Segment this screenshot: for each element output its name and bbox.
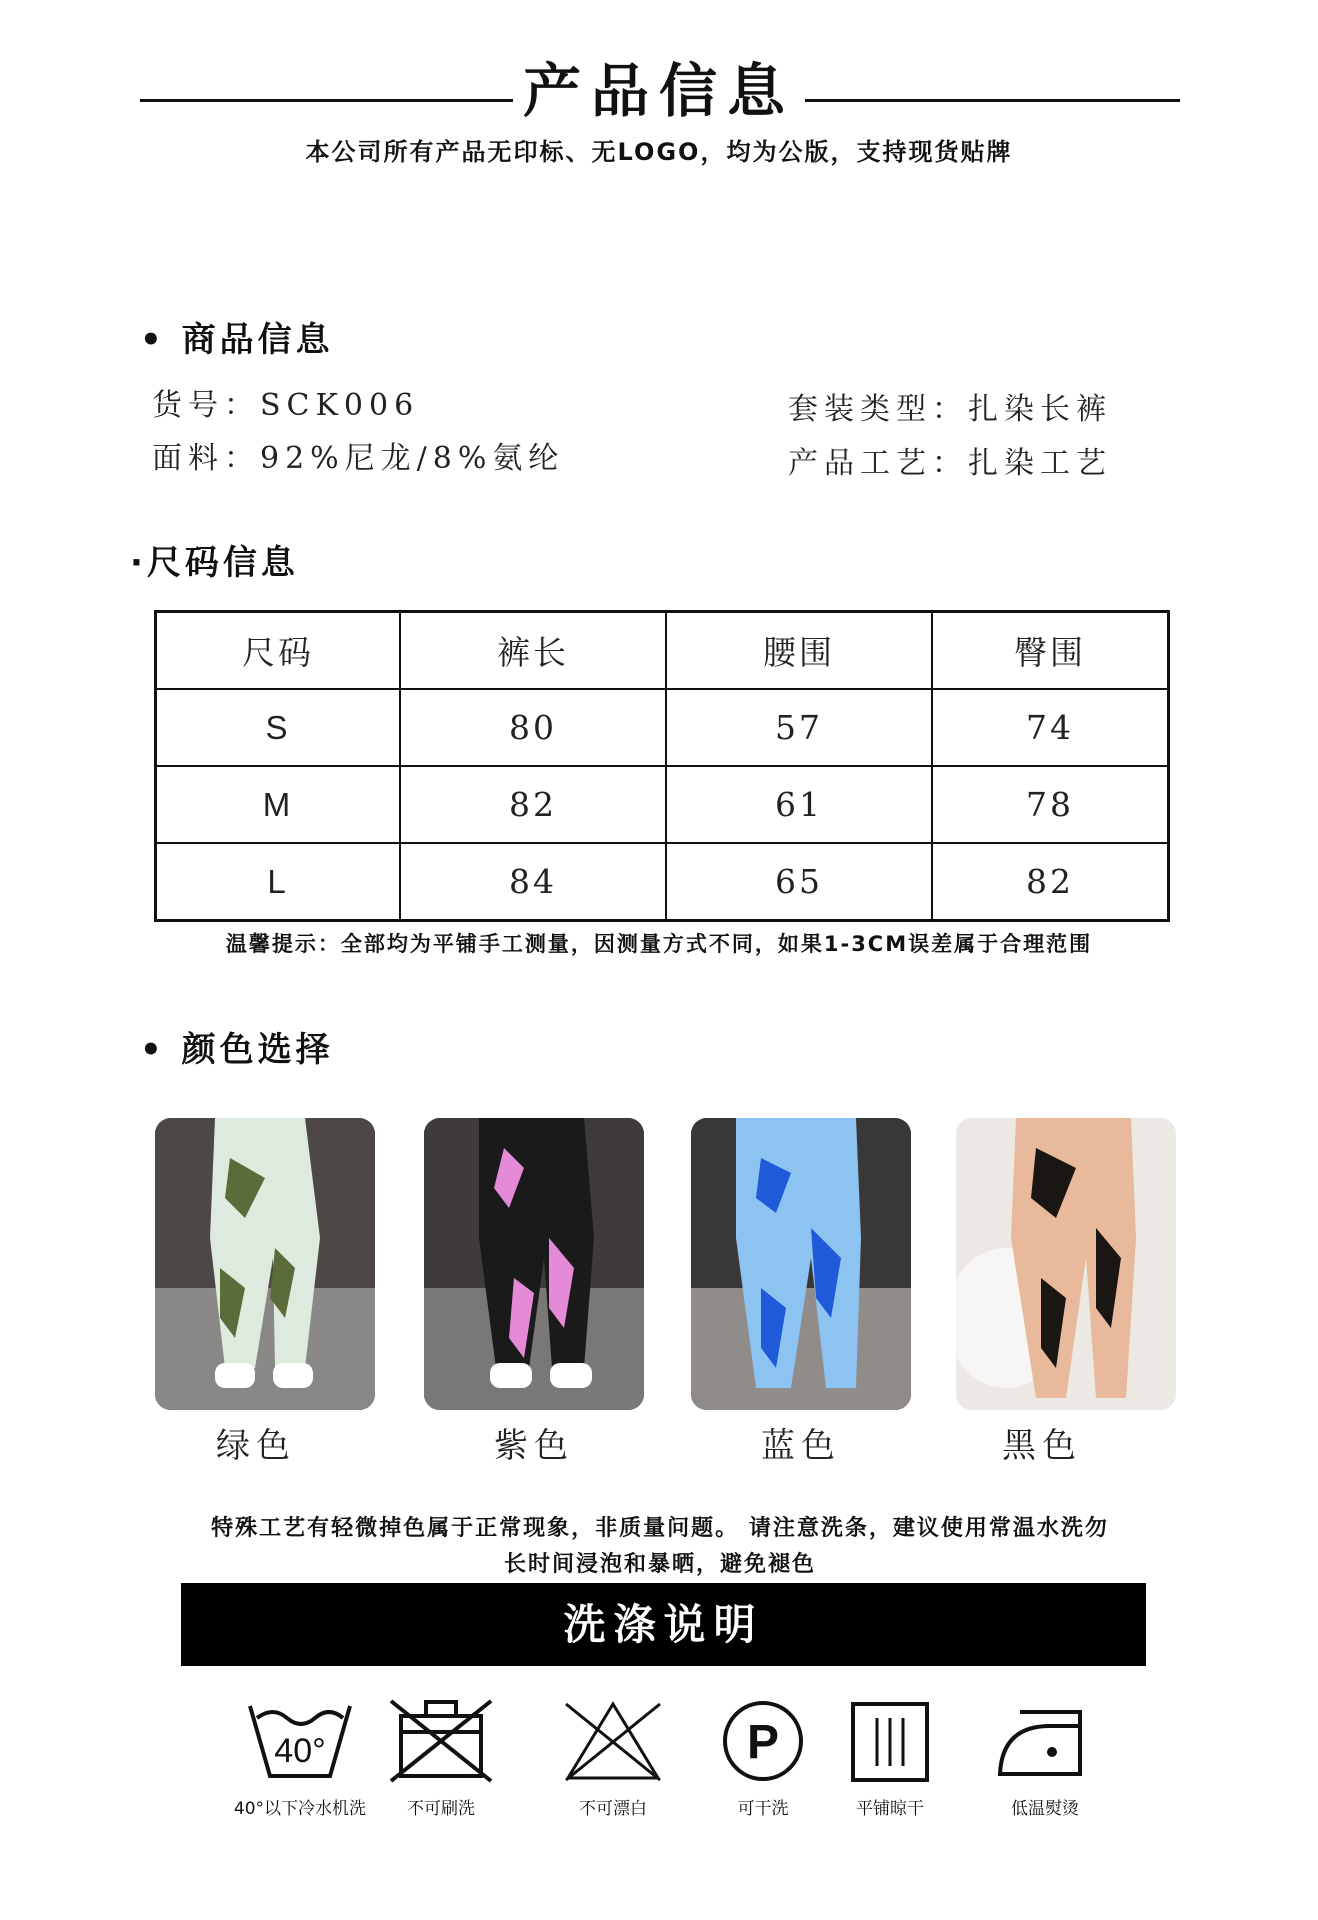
table-cell: 80 (400, 689, 666, 766)
leggings-image (424, 1118, 644, 1410)
care-item-flatdry (820, 1696, 960, 1819)
table-cell: 57 (666, 689, 932, 766)
care-label: 40°以下冷水机洗 (233, 1799, 367, 1819)
notice-line-1: 特殊工艺有轻微掉色属于正常现象，非质量问题。 请注意洗条，建议使用常温水洗勿 (211, 1516, 1109, 1541)
leggings-image (691, 1118, 911, 1410)
color-swatch-black[interactable] (956, 1118, 1176, 1410)
craft-text: 产品工艺：扎染工艺 (788, 446, 1112, 481)
care-item-brush (371, 1696, 511, 1819)
sku-text: 货号：SCK006 (152, 388, 420, 423)
care-label: 不可漂白 (579, 1799, 647, 1819)
color-label-black: 黑色 (1002, 1426, 1082, 1466)
color-label-purple: 紫色 (494, 1426, 574, 1466)
table-cell: 61 (666, 766, 932, 843)
dry-clean-icon (708, 1696, 818, 1786)
table-header-row (156, 612, 1169, 690)
table-cell: 74 (932, 689, 1169, 766)
column-header: 臀围 (932, 612, 1169, 690)
fabric-text: 面料：92%尼龙/8%氨纶 (152, 441, 565, 476)
care-item-iron (975, 1696, 1115, 1819)
care-item-dryclean (693, 1696, 833, 1819)
color-label-blue: 蓝色 (761, 1426, 841, 1466)
column-header: 腰围 (666, 612, 932, 690)
care-item-bleach (543, 1696, 683, 1819)
set-type-text: 套装类型：扎染长裤 (788, 392, 1112, 427)
no-bleach-icon (558, 1696, 668, 1786)
table-cell: 78 (932, 766, 1169, 843)
care-label: 可干洗 (737, 1799, 789, 1819)
column-header: 裤长 (400, 612, 666, 690)
product-info-heading: • 商品信息 (140, 320, 334, 360)
care-label: 平铺晾干 (856, 1799, 924, 1819)
page-title: 产品信息 (0, 56, 1318, 126)
size-info-heading: ·尺码信息 (130, 543, 299, 583)
table-cell: 84 (400, 843, 666, 921)
color-label-green: 绿色 (216, 1426, 296, 1466)
table-cell: S (156, 689, 401, 766)
table-cell: 65 (666, 843, 932, 921)
leggings-image (956, 1118, 1176, 1410)
color-heading: • 颜色选择 (140, 1030, 334, 1070)
notice-line-2: 长时间浸泡和暴晒，避免褪色 (503, 1552, 816, 1577)
table-cell: 82 (400, 766, 666, 843)
color-swatch-green[interactable] (155, 1118, 375, 1410)
measurement-tip: 温馨提示：全部均为平铺手工测量，因测量方式不同，如果1-3CM误差属于合理范围 (225, 932, 1093, 956)
table-row (156, 689, 1169, 766)
size-table (154, 610, 1170, 922)
leggings-image (155, 1118, 375, 1410)
flat-dry-icon (835, 1696, 945, 1786)
table-row (156, 843, 1169, 921)
table-cell: L (156, 843, 401, 921)
wash-40-icon (245, 1696, 355, 1786)
care-label: 低温熨烫 (1011, 1799, 1079, 1819)
color-swatch-blue[interactable] (691, 1118, 911, 1410)
table-cell: M (156, 766, 401, 843)
wash-temp: 40° (274, 1732, 326, 1770)
table-cell: 82 (932, 843, 1169, 921)
table-row (156, 766, 1169, 843)
color-swatch-purple[interactable] (424, 1118, 644, 1410)
column-header: 尺码 (156, 612, 401, 690)
care-label: 不可刷洗 (407, 1799, 475, 1819)
page-subtitle: 本公司所有产品无印标、无LOGO，均为公版，支持现货贴牌 (305, 138, 1013, 166)
care-item-wash (230, 1696, 370, 1819)
low-iron-icon (990, 1696, 1100, 1786)
no-brush-icon (386, 1696, 496, 1786)
washing-title-bar: 洗涤说明 (181, 1583, 1146, 1666)
dry-clean-letter: P (746, 1716, 780, 1769)
